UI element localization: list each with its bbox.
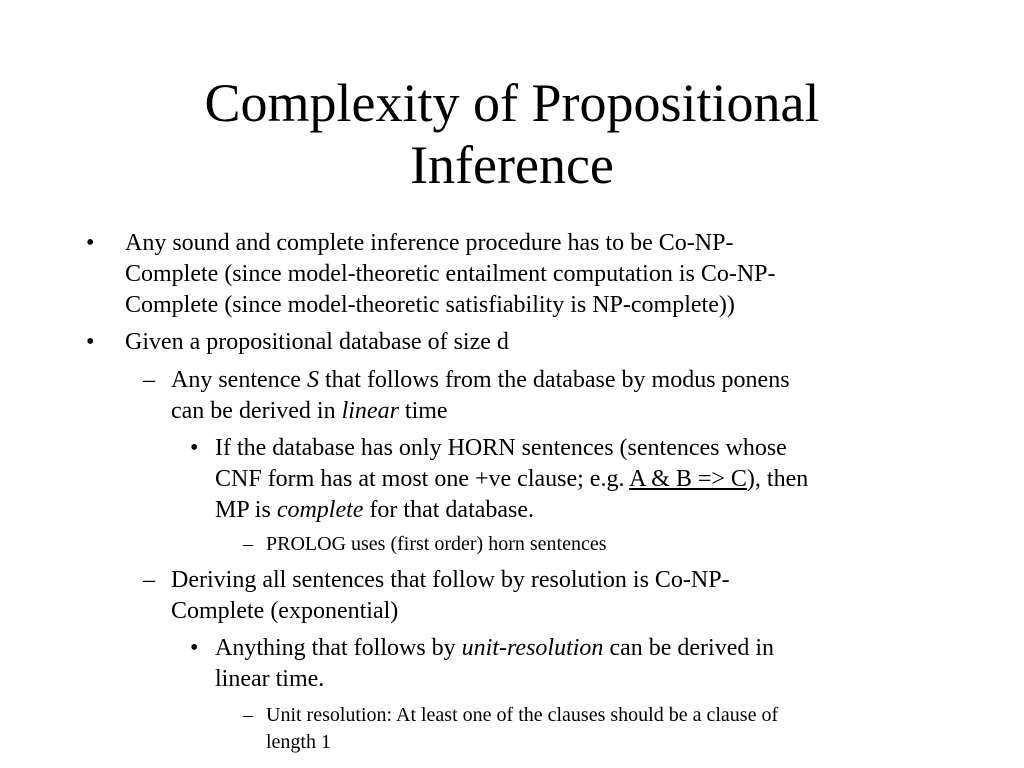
sub-bullet-2b-line-1: Deriving all sentences that follow by resolution is Co-NP-: [171, 567, 730, 593]
slide-title-line-2: Inference: [410, 135, 614, 195]
bullet-marker: •: [86, 230, 95, 256]
dash-marker: –: [143, 567, 155, 593]
dash-marker: –: [243, 533, 253, 555]
sub-bullet-2a1-line-3: MP is complete for that database.: [215, 497, 535, 523]
sub-bullet-2a-line-1: Any sentence S that follows from the database by modus ponens: [171, 367, 790, 393]
sub-bullet-2a: [143, 365, 933, 427]
sub-bullet-2b1a-line-2: length 1: [266, 731, 331, 753]
sub-bullet-2a1-line-2: CNF form has at most one +ve clause; e.g. A & B => C), then: [215, 466, 809, 492]
sub-bullet-2a-line-2: can be derived in linear time: [171, 398, 448, 424]
bullet-1-line-3: Complete (since model-theoretic satisfiability is NP-complete)): [125, 292, 735, 318]
sub-bullet-2a1a: [243, 531, 943, 558]
sub-bullet-2a1a-line-1: PROLOG uses (first order) horn sentences: [266, 533, 607, 555]
dash-marker: –: [143, 367, 155, 393]
slide-title-line-1: Complexity of Propositional: [204, 73, 820, 133]
sub-bullet-2a1-line-1: If the database has only HORN sentences (sentences whose: [215, 435, 787, 461]
bullet-1-line-2: Complete (since model-theoretic entailment computation is Co-NP-: [125, 261, 776, 287]
dash-marker: –: [243, 704, 253, 726]
bullet-marker: •: [190, 635, 199, 661]
bullet-1: [86, 228, 926, 321]
bullet-2: [86, 327, 926, 358]
sub-bullet-2b: [143, 565, 933, 627]
bullet-marker: •: [190, 435, 199, 461]
sub-bullet-2b1a-line-1: Unit resolution: At least one of the clauses should be a clause of: [266, 704, 779, 726]
sub-bullet-2b1-line-1: Anything that follows by unit-resolution can be derived in: [215, 635, 775, 661]
horn-example: A & B => C: [629, 466, 747, 492]
bullet-marker: •: [86, 329, 95, 355]
sub-bullet-2b1: [190, 633, 950, 695]
sub-bullet-2b1a: [243, 702, 963, 756]
sub-bullet-2b-line-2: Complete (exponential): [171, 598, 399, 624]
sub-bullet-2a1: [190, 433, 950, 526]
bullet-1-line-1: Any sound and complete inference procedure has to be Co-NP-: [125, 230, 734, 256]
slide-title: [80, 72, 944, 196]
sub-bullet-2b1-line-2: linear time.: [215, 666, 325, 692]
bullet-2-line-1: Given a propositional database of size d: [125, 329, 509, 355]
